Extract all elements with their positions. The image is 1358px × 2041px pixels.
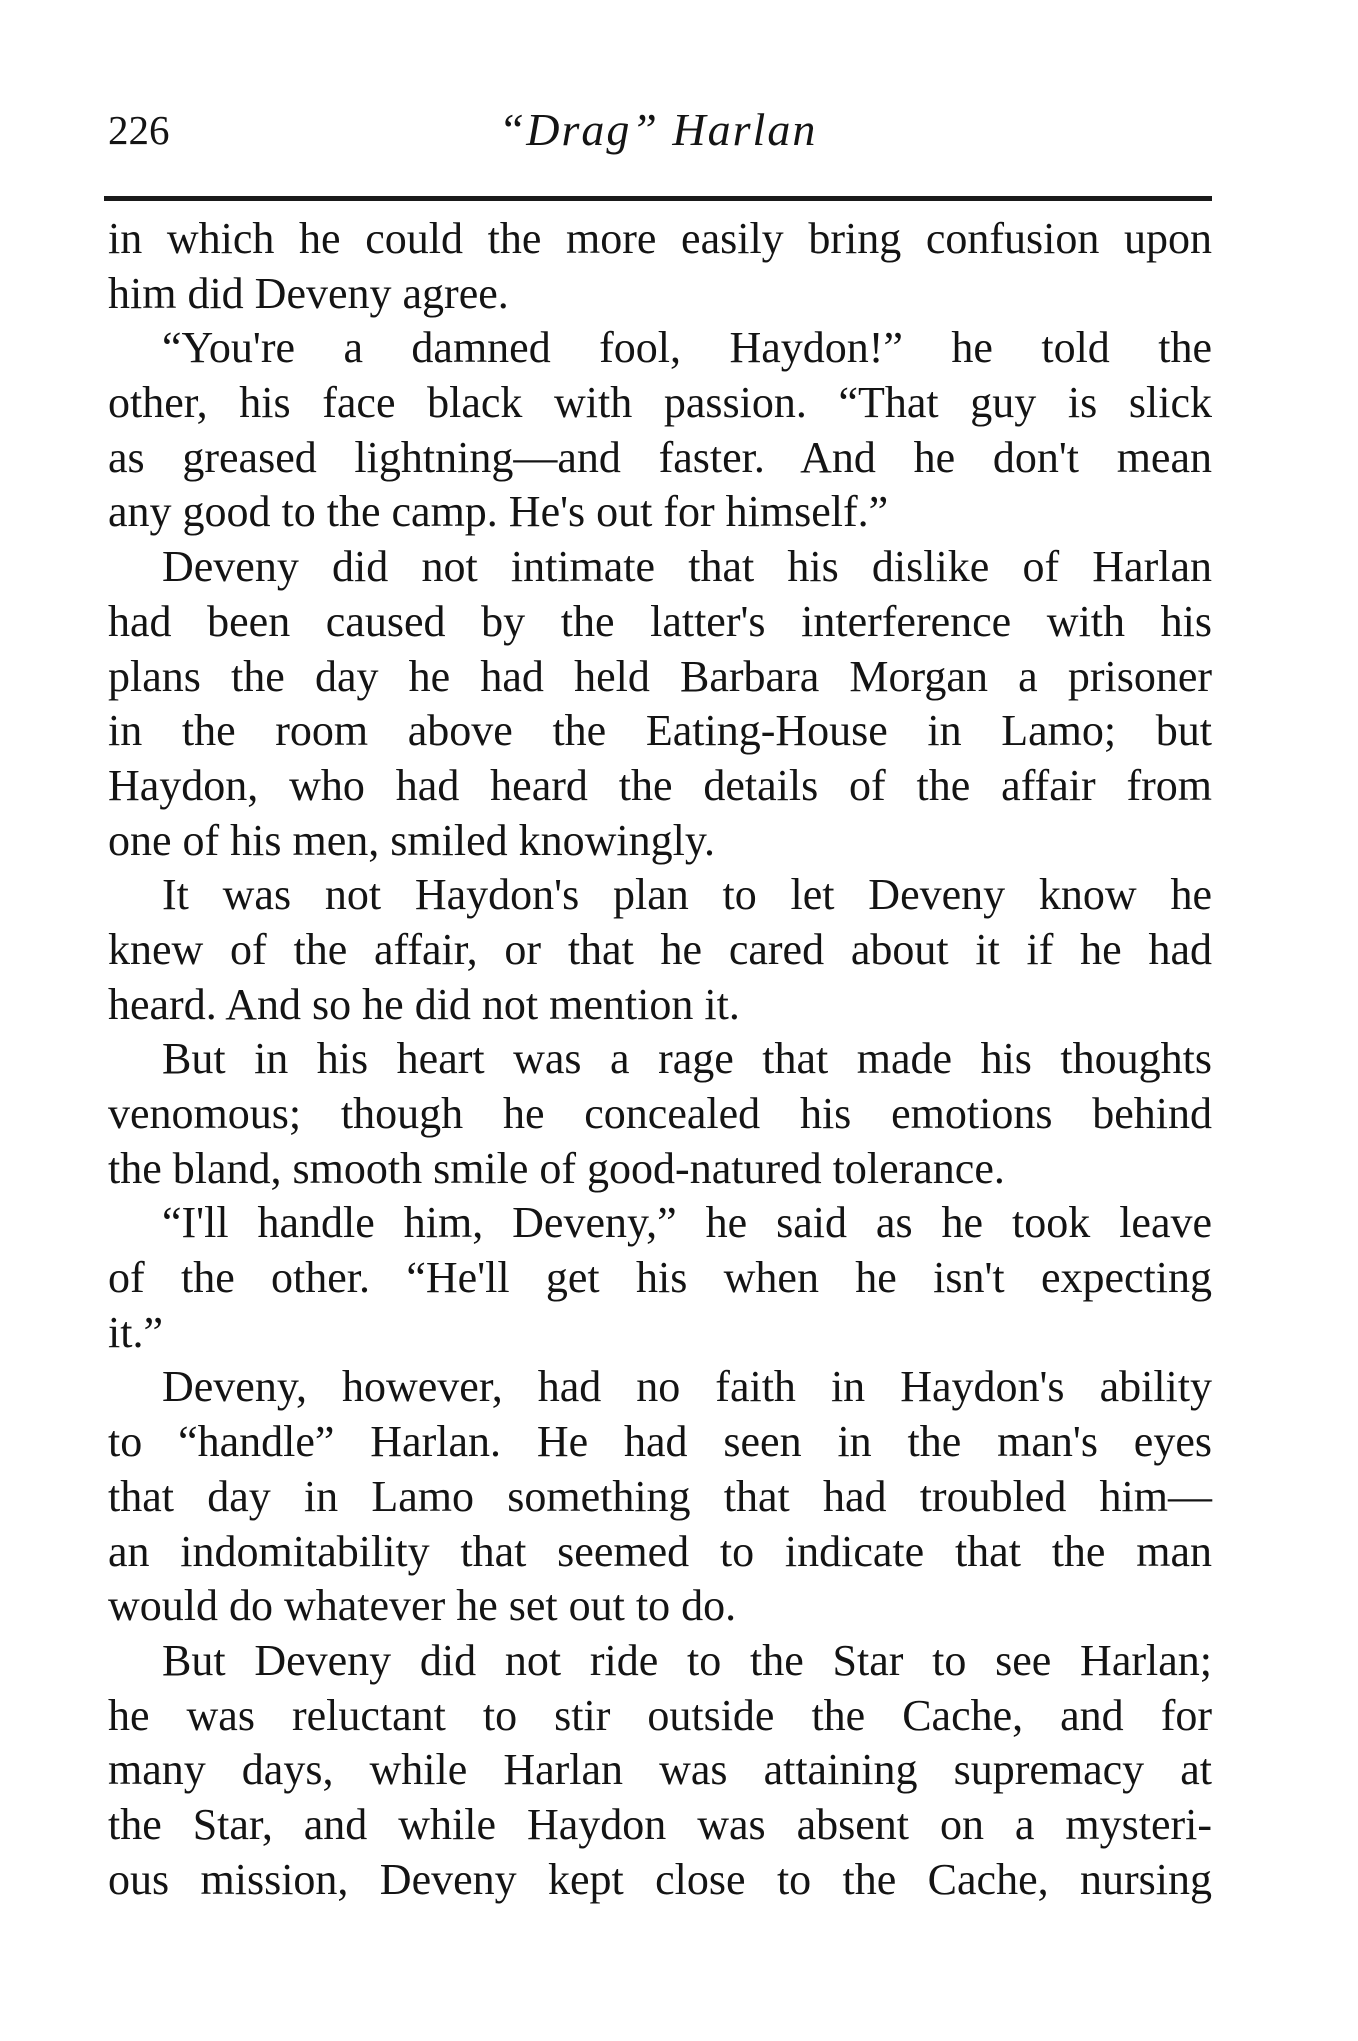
text-line: plans the day he had held Barbara Morgan a prisoner: [108, 651, 1212, 701]
text-line: “You're a damned fool, Haydon!” he told the: [162, 323, 1212, 373]
text-line: as greased lightning—and faster. And he don't mean: [108, 432, 1212, 482]
page-number: 226: [108, 107, 170, 153]
text-line: many days, while Harlan was attaining supremacy at: [108, 1745, 1212, 1795]
text-line: Haydon, who had heard the details of the affair from: [108, 760, 1212, 810]
text-line: But Deveny did not ride to the Star to see Harlan;: [162, 1635, 1212, 1685]
text-line: Deveny did not intimate that his dislike of Harlan: [162, 542, 1212, 592]
text-line: in which he could the more easily bring confusion upon: [108, 214, 1212, 263]
text-line: would do whatever he set out to do.: [108, 1581, 737, 1631]
text-line: of the other. “He'll get his when he isn't expecting: [108, 1253, 1212, 1303]
text-line: the Star, and while Haydon was absent on a mysteri-: [108, 1799, 1212, 1849]
text-line: ous mission, Deveny kept close to the Cache, nursing: [108, 1854, 1212, 1904]
text-line: knew of the affair, or that he cared about it if he had: [108, 924, 1212, 974]
text-line: heard. And so he did not mention it.: [108, 979, 740, 1029]
text-line: It was not Haydon's plan to let Deveny know he: [162, 870, 1212, 920]
text-line: Deveny, however, had no faith in Haydon's ability: [162, 1362, 1212, 1412]
text-line: him did Deveny agree.: [108, 268, 509, 318]
text-line: other, his face black with passion. “That guy is slick: [108, 378, 1212, 428]
page-header: [108, 100, 1208, 160]
header-rule: [104, 196, 1212, 201]
text-line: it.”: [108, 1307, 163, 1357]
text-line: in the room above the Eating-House in Lamo; but: [108, 706, 1212, 756]
text-line: that day in Lamo something that had troubled him—: [108, 1471, 1212, 1521]
text-line: an indomitability that seemed to indicate that the man: [108, 1526, 1212, 1576]
text-line: venomous; though he concealed his emotions behind: [108, 1089, 1212, 1138]
text-line: he was reluctant to stir outside the Cache, and for: [108, 1690, 1212, 1740]
body-text: [108, 212, 1212, 1907]
text-line: the bland, smooth smile of good-natured tolerance.: [108, 1143, 1005, 1193]
text-line: one of his men, smiled knowingly.: [108, 815, 715, 865]
text-line: had been caused by the latter's interference with his: [108, 596, 1212, 646]
text-line: any good to the camp. He's out for himself.”: [108, 487, 889, 537]
running-title: “Drag” Harlan: [498, 104, 818, 155]
text-line: But in his heart was a rage that made his thoughts: [162, 1034, 1212, 1084]
text-line: to “handle” Harlan. He had seen in the man's eyes: [108, 1417, 1212, 1467]
text-line: “I'll handle him, Deveny,” he said as he took leave: [162, 1198, 1212, 1248]
